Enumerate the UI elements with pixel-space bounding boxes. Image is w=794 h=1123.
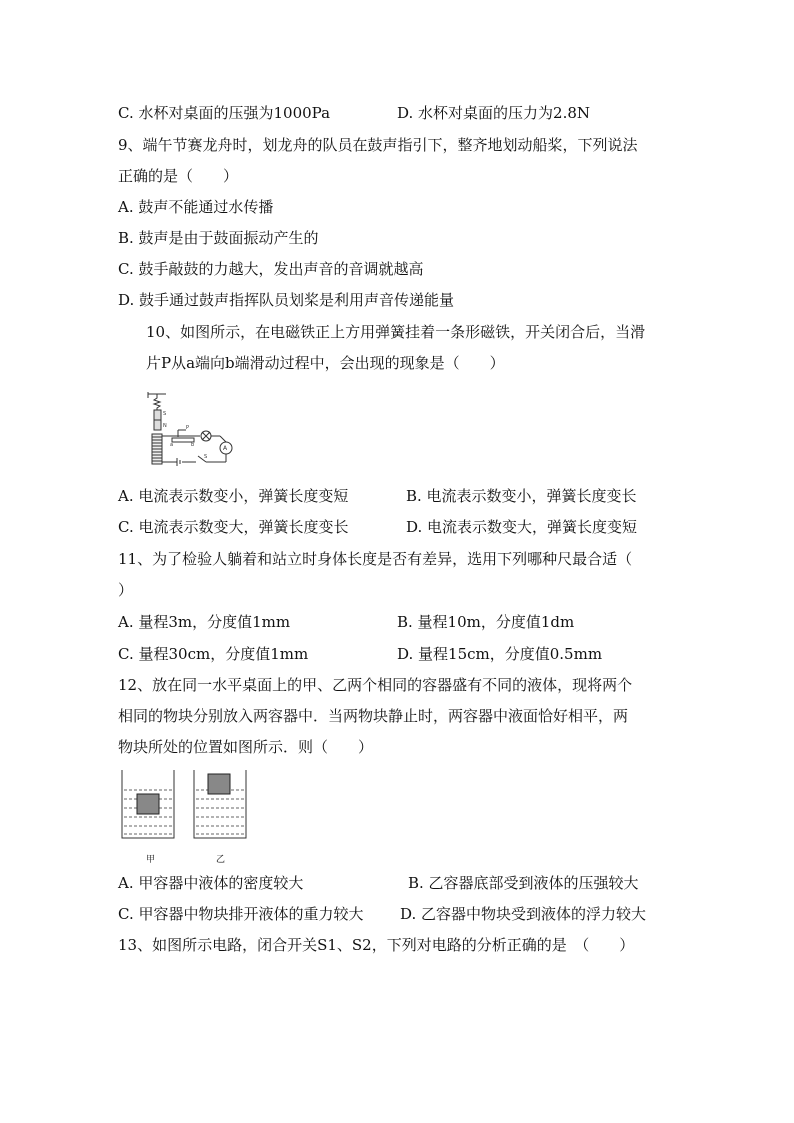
q12-option-b: B. 乙容器底部受到液体的压强较大	[408, 874, 639, 892]
q10-option-b: B. 电流表示数变小，弹簧长度变长	[406, 487, 637, 505]
q13-stem: 13、如图所示电路，闭合开关S1、S2，下列对电路的分析正确的是 （ ）	[118, 936, 635, 954]
q12-stem-line1: 12、放在同一水平桌面上的甲、乙两个相同的容器盛有不同的液体，现将两个	[118, 676, 633, 694]
q12-option-c: C. 甲容器中物块排开液体的重力较大	[118, 905, 364, 923]
q12-containers-figure	[118, 768, 258, 844]
q9-option-c: C. 鼓手敲鼓的力越大，发出声音的音调就越高	[118, 260, 424, 278]
q10-stem-line1: 10、如图所示，在电磁铁正上方用弹簧挂着一条形磁铁，开关闭合后，当滑	[146, 323, 646, 341]
q9-option-a: A. 鼓声不能通过水传播	[118, 198, 274, 216]
q11-option-c: C. 量程30cm，分度值1mm	[118, 645, 309, 663]
q9-option-d: D. 鼓手通过鼓声指挥队员划桨是利用声音传递能量	[118, 291, 455, 309]
q12-option-d: D. 乙容器中物块受到液体的浮力较大	[400, 905, 647, 923]
q8-option-d: D. 水杯对桌面的压力为2.8N	[397, 104, 591, 122]
q9-stem-line2: 正确的是（ ）	[118, 167, 239, 185]
q12-label-yi: 乙	[216, 855, 226, 865]
q10-stem-line2: 片P从a端向b端滑动过程中，会出现的现象是（ ）	[146, 354, 505, 372]
q11-stem-line1: 11、为了检验人躺着和站立时身体长度是否有差异，选用下列哪种尺最合适（	[118, 550, 633, 568]
q10-option-c: C. 电流表示数变大，弹簧长度变长	[118, 518, 349, 536]
q10-fig-label-switch: S	[204, 454, 208, 460]
q10-option-a: A. 电流表示数变小，弹簧长度变短	[118, 487, 349, 505]
q11-option-b: B. 量程10m，分度值1dm	[397, 613, 575, 631]
q12-label-jia: 甲	[146, 855, 156, 865]
q10-circuit-figure	[142, 390, 242, 470]
q12-stem-line3: 物块所处的位置如图所示．则（ ）	[118, 738, 374, 756]
q11-option-d: D. 量程15cm，分度值0.5mm	[397, 645, 603, 663]
q10-fig-label-p: P	[186, 425, 190, 431]
q12-option-a: A. 甲容器中液体的密度较大	[118, 874, 304, 892]
q10-fig-label-b: b	[191, 442, 195, 448]
q8-option-c: C. 水杯对桌面的压强为1000Pa	[118, 104, 331, 122]
q10-fig-label-ammeter: A	[223, 445, 228, 452]
q11-stem-line2: ）	[118, 581, 134, 599]
q9-stem-line1: 9、端午节赛龙舟时，划龙舟的队员在鼓声指引下，整齐地划动船桨，下列说法	[118, 136, 638, 154]
q10-fig-label-a: a	[170, 442, 174, 448]
q12-stem-line2: 相同的物块分别放入两容器中．当两物块静止时，两容器中液面恰好相平，两	[118, 707, 629, 725]
q10-option-d: D. 电流表示数变大，弹簧长度变短	[406, 518, 638, 536]
q10-fig-label-n: N	[163, 423, 167, 429]
q10-fig-label-s: S	[163, 411, 167, 417]
q11-option-a: A. 量程3m，分度值1mm	[118, 613, 291, 631]
q9-option-b: B. 鼓声是由于鼓面振动产生的	[118, 229, 319, 247]
